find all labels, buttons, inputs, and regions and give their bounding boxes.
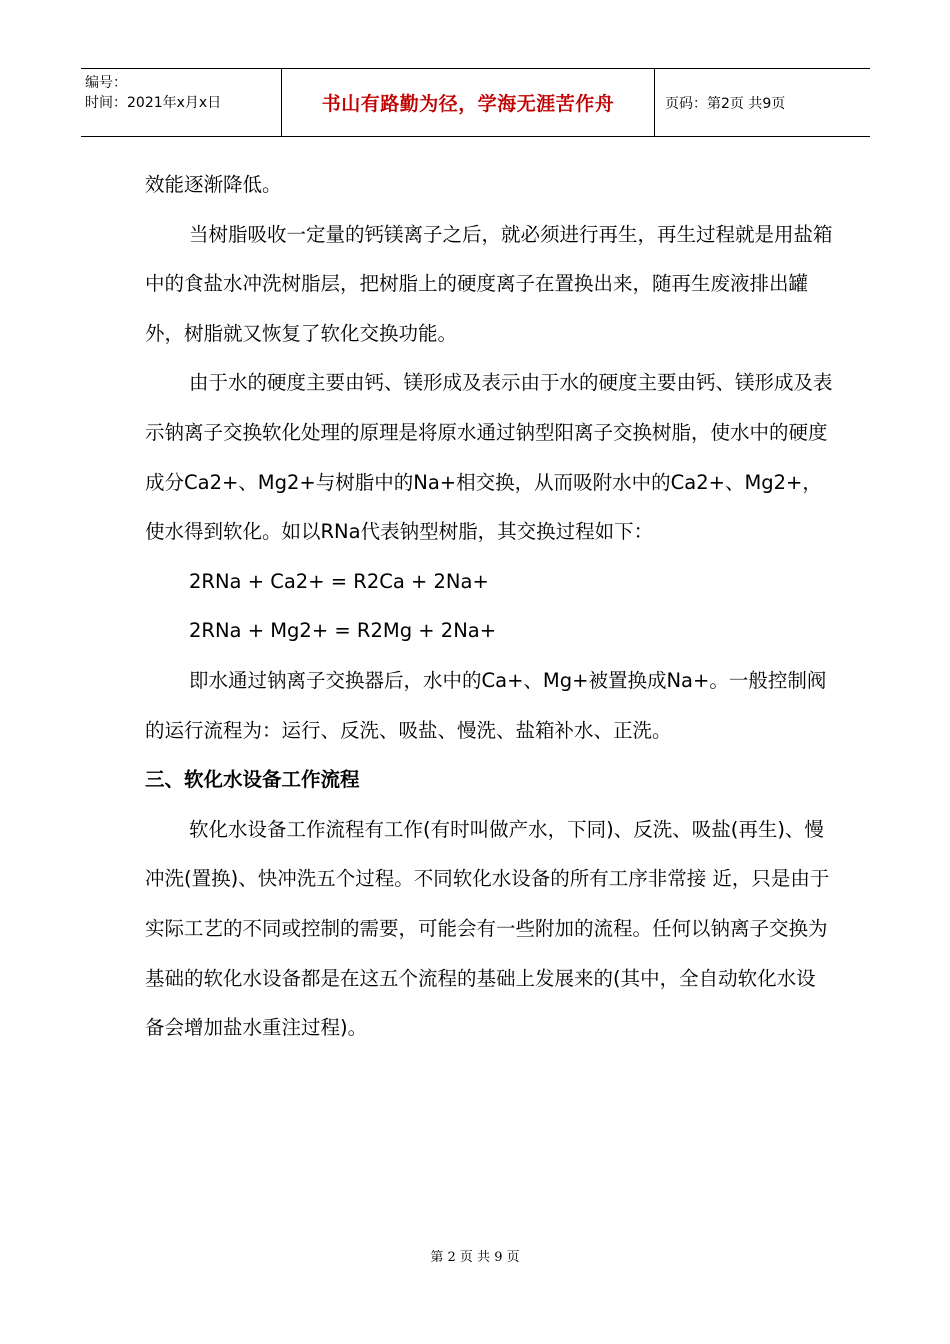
formula-line: 2RNa + Ca2+ = R2Ca + 2Na+ — [189, 569, 489, 593]
header-motto-cell — [282, 69, 655, 136]
date-label: 时间：2021年x月x日 — [85, 95, 222, 111]
section-heading: 三、软化水设备工作流程 — [145, 768, 360, 792]
page-info: 页码：第2页 共9页 — [665, 95, 786, 112]
paragraph: 软化水设备工作流程有工作(有时叫做产水，下同)、反洗、吸盐(再生)、慢冲洗(置换)、快冲洗五个过程。不同软化水设备的所有工序非常接 近，只是由于实际工艺的不同或控制的需要，可能会有一些附加的流程。任何以钠离子交换为基础的软化水设备都是在这五个流程的基础上发展来的(其中，全自动软化水设备会增加盐水重注过程)。 — [145, 817, 830, 1040]
motto-text: 书山有路勤为径，学海无涯苦作舟 — [321, 93, 615, 115]
number-label: 编号： — [85, 75, 127, 91]
paragraph: 当树脂吸收一定量的钙镁离子之后，就必须进行再生，再生过程就是用盐箱中的食盐水冲洗树脂层，把树脂上的硬度离子在置换出来，随再生废液排出罐外，树脂就又恢复了软化交换功能。 — [145, 222, 833, 345]
formula-line: 2RNa + Mg2+ = R2Mg + 2Na+ — [189, 619, 497, 643]
paragraph: 由于水的硬度主要由钙、镁形成及表示由于水的硬度主要由钙、镁形成及表示钠离子交换软化处理的原理是将原水通过钠型阳离子交换树脂，使水中的硬度成分Ca2+、Mg2+与树脂中的Na+相交换，从而吸附水中的Ca2+、Mg2+，使水得到软化。如以RNa代表钠型树脂，其交换过程如下： — [145, 371, 833, 544]
header-page-cell — [655, 69, 870, 136]
header-meta-cell — [81, 69, 282, 136]
page-footer: 第 2 页 共 9 页 — [430, 1250, 520, 1265]
paragraph: 效能逐渐降低。 — [145, 173, 282, 196]
header-table — [81, 68, 870, 137]
paragraph: 即水通过钠离子交换器后，水中的Ca+、Mg+被置换成Na+。一般控制阀的运行流程为：运行、反洗、吸盐、慢洗、盐箱补水、正洗。 — [145, 668, 827, 742]
document-body — [145, 160, 835, 1053]
